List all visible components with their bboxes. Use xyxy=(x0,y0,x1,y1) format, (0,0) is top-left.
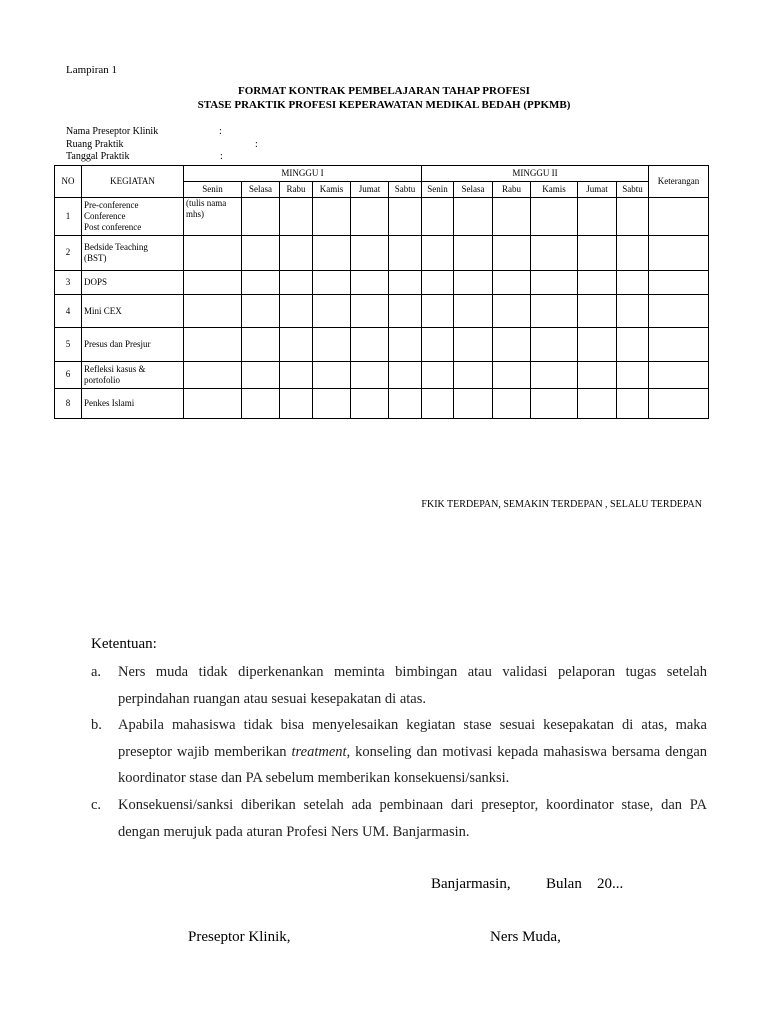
remarks-cell[interactable] xyxy=(649,270,709,295)
day-cell[interactable] xyxy=(351,389,389,419)
activity-cell xyxy=(82,270,184,295)
day-cell[interactable] xyxy=(389,327,422,361)
provision-text: Ners muda tidak diperkenankan meminta bimbingan atau validasi pelaporan tugas setelah perpindahan ruangan atau sesuai kesepakatan di atas. xyxy=(118,664,707,707)
practice-date-label: Tanggal Praktik xyxy=(66,151,130,162)
day-cell[interactable] xyxy=(351,327,389,361)
practice-date-colon: : xyxy=(220,151,223,162)
day-cell-note[interactable]: (tulis nama mhs) xyxy=(184,198,242,236)
row-number: 3 xyxy=(55,270,82,295)
activity-cell xyxy=(82,235,184,270)
day-header: Kamis xyxy=(531,182,578,198)
day-cell[interactable] xyxy=(313,198,351,236)
day-header: Jumat xyxy=(351,182,389,198)
day-cell[interactable] xyxy=(617,389,649,419)
row-number: 8 xyxy=(55,389,82,419)
day-cell[interactable] xyxy=(389,235,422,270)
day-cell[interactable] xyxy=(351,295,389,328)
table-row xyxy=(55,327,709,361)
day-cell[interactable] xyxy=(184,389,242,419)
activity-line: portofolio xyxy=(84,374,120,385)
provision-text-italic: treatment xyxy=(291,743,347,760)
day-cell[interactable] xyxy=(242,361,280,389)
provision-text-part: , konseling dan motivasi kepada mahasiswa bersama dengan koordinator stase dan PA sebelum memberikan konsekuensi/sanksi. xyxy=(118,743,708,786)
day-cell[interactable] xyxy=(493,198,531,236)
day-cell[interactable] xyxy=(454,389,493,419)
activity-cell xyxy=(82,361,184,389)
day-cell[interactable] xyxy=(184,327,242,361)
row-number: 6 xyxy=(55,361,82,389)
day-cell[interactable] xyxy=(493,270,531,295)
day-cell[interactable] xyxy=(617,270,649,295)
day-cell[interactable] xyxy=(313,361,351,389)
day-cell[interactable] xyxy=(313,235,351,270)
day-cell[interactable] xyxy=(493,235,531,270)
provision-item xyxy=(91,712,707,792)
header-keterangan: Keterangan xyxy=(649,166,709,198)
activity-line: DOPS xyxy=(84,276,108,287)
day-cell[interactable] xyxy=(531,198,578,236)
day-cell[interactable] xyxy=(280,295,313,328)
day-header: Sabtu xyxy=(617,182,649,198)
signature-place: Banjarmasin, xyxy=(431,876,511,892)
faculty-motto: FKIK TERDEPAN, SEMAKIN TERDEPAN , SELALU TERDEPAN xyxy=(421,499,702,510)
day-cell[interactable] xyxy=(578,295,617,328)
day-cell[interactable] xyxy=(422,295,454,328)
day-cell[interactable] xyxy=(617,235,649,270)
day-header: Rabu xyxy=(280,182,313,198)
row-number: 5 xyxy=(55,327,82,361)
day-cell[interactable] xyxy=(313,389,351,419)
day-cell[interactable] xyxy=(578,198,617,236)
day-cell[interactable] xyxy=(578,389,617,419)
day-cell[interactable] xyxy=(578,327,617,361)
row-number: 2 xyxy=(55,235,82,270)
day-header: Selasa xyxy=(242,182,280,198)
day-header: Senin xyxy=(422,182,454,198)
day-cell[interactable] xyxy=(531,270,578,295)
day-cell[interactable] xyxy=(493,361,531,389)
practice-room-label: Ruang Praktik xyxy=(66,139,124,150)
provision-text-part: Apabila mahasiswa tidak bisa menyelesaikan kegiatan stase sesuai kesepakatan di atas, maka preseptor wajib memberikan xyxy=(118,717,707,760)
day-cell[interactable] xyxy=(531,235,578,270)
signature-month: Bulan xyxy=(546,876,582,892)
day-cell[interactable] xyxy=(454,295,493,328)
day-cell[interactable] xyxy=(242,235,280,270)
day-cell[interactable] xyxy=(184,270,242,295)
table-row xyxy=(55,389,709,419)
preceptor-name-label: Nama Preseptor Klinik xyxy=(66,126,159,137)
day-cell[interactable] xyxy=(617,295,649,328)
provision-item xyxy=(91,659,707,712)
day-cell[interactable] xyxy=(351,198,389,236)
practice-room-colon: : xyxy=(255,139,258,150)
day-cell[interactable] xyxy=(313,270,351,295)
day-cell[interactable] xyxy=(531,295,578,328)
day-cell[interactable] xyxy=(242,270,280,295)
day-cell[interactable] xyxy=(422,327,454,361)
row-number: 1 xyxy=(55,198,82,236)
day-cell[interactable] xyxy=(493,295,531,328)
day-cell[interactable] xyxy=(242,327,280,361)
day-cell[interactable] xyxy=(280,235,313,270)
day-cell[interactable] xyxy=(531,327,578,361)
day-cell[interactable] xyxy=(389,389,422,419)
day-cell[interactable] xyxy=(422,198,454,236)
provision-text: Konsekuensi/sanksi diberikan setelah ada pembinaan dari preseptor, koordinator stase, dan PA dengan merujuk pada aturan Profesi Ners UM. Banjarmasin. xyxy=(118,797,707,840)
day-cell[interactable] xyxy=(454,235,493,270)
activity-line: Post conference xyxy=(84,221,142,232)
day-cell[interactable] xyxy=(617,361,649,389)
day-cell[interactable] xyxy=(389,361,422,389)
day-cell[interactable] xyxy=(184,235,242,270)
header-week-1: MINGGU I xyxy=(184,166,422,182)
day-cell[interactable] xyxy=(422,235,454,270)
table-row xyxy=(55,361,709,389)
remarks-cell[interactable] xyxy=(649,389,709,419)
day-cell[interactable] xyxy=(531,361,578,389)
activity-line: Presus dan Presjur xyxy=(84,338,151,349)
activity-cell xyxy=(82,198,184,236)
activity-cell xyxy=(82,295,184,328)
document-title: FORMAT KONTRAK PEMBELAJARAN TAHAP PROFESI xyxy=(238,85,530,97)
header-week-2: MINGGU II xyxy=(422,166,649,182)
day-cell[interactable] xyxy=(242,295,280,328)
header-no: NO xyxy=(55,166,82,198)
attachment-label: Lampiran 1 xyxy=(66,64,118,76)
remarks-cell[interactable] xyxy=(649,198,709,236)
activity-line: Bedside Teaching xyxy=(84,241,148,252)
document-subtitle: STASE PRAKTIK PROFESI KEPERAWATAN MEDIKAL BEDAH (PPKMB) xyxy=(197,99,571,111)
remarks-cell[interactable] xyxy=(649,295,709,328)
activity-line: Penkes Islami xyxy=(84,398,135,409)
preceptor-name-colon: : xyxy=(219,126,222,137)
day-header: Selasa xyxy=(454,182,493,198)
remarks-cell[interactable] xyxy=(649,327,709,361)
day-cell[interactable] xyxy=(184,361,242,389)
table-row xyxy=(55,235,709,270)
activity-line: Pre-conference xyxy=(84,199,139,210)
provision-letter: b. xyxy=(91,717,102,733)
day-header: Kamis xyxy=(313,182,351,198)
day-cell[interactable] xyxy=(389,270,422,295)
day-cell[interactable] xyxy=(242,198,280,236)
table-row xyxy=(55,270,709,295)
day-cell[interactable] xyxy=(280,361,313,389)
day-cell[interactable] xyxy=(351,361,389,389)
day-cell[interactable] xyxy=(313,327,351,361)
header-kegiatan: KEGIATAN xyxy=(82,166,184,198)
day-cell[interactable] xyxy=(351,235,389,270)
day-cell[interactable] xyxy=(493,389,531,419)
day-cell[interactable] xyxy=(454,198,493,236)
day-header: Jumat xyxy=(578,182,617,198)
day-cell[interactable] xyxy=(280,198,313,236)
day-cell[interactable] xyxy=(454,270,493,295)
day-cell[interactable] xyxy=(389,198,422,236)
day-cell[interactable] xyxy=(422,270,454,295)
student-signature-label: Ners Muda, xyxy=(490,929,561,945)
activity-line: Mini CEX xyxy=(84,305,122,316)
day-cell[interactable] xyxy=(454,327,493,361)
day-cell[interactable] xyxy=(389,295,422,328)
day-cell[interactable] xyxy=(242,389,280,419)
day-cell[interactable] xyxy=(454,361,493,389)
day-header: Rabu xyxy=(493,182,531,198)
provisions-heading: Ketentuan: xyxy=(91,636,157,652)
day-cell[interactable] xyxy=(280,327,313,361)
remarks-cell[interactable] xyxy=(649,361,709,389)
day-cell[interactable] xyxy=(578,270,617,295)
provision-letter: c. xyxy=(91,797,102,813)
table-row xyxy=(55,198,709,236)
provision-letter: a. xyxy=(91,664,102,680)
day-cell[interactable] xyxy=(578,361,617,389)
day-header: Senin xyxy=(184,182,242,198)
day-cell[interactable] xyxy=(493,327,531,361)
day-cell[interactable] xyxy=(184,295,242,328)
activity-cell xyxy=(82,389,184,419)
activity-line: (BST) xyxy=(84,252,107,263)
activity-line: Conference xyxy=(84,210,126,221)
day-cell[interactable] xyxy=(351,270,389,295)
day-cell[interactable] xyxy=(617,327,649,361)
day-cell[interactable] xyxy=(280,270,313,295)
preceptor-signature-label: Preseptor Klinik, xyxy=(188,929,291,945)
remarks-cell[interactable] xyxy=(649,235,709,270)
day-cell[interactable] xyxy=(578,235,617,270)
activity-cell xyxy=(82,327,184,361)
learning-contract-table xyxy=(54,165,709,419)
table-row xyxy=(55,295,709,328)
row-number: 4 xyxy=(55,295,82,328)
day-cell[interactable] xyxy=(617,198,649,236)
day-header: Sabtu xyxy=(389,182,422,198)
day-cell[interactable] xyxy=(313,295,351,328)
day-cell[interactable] xyxy=(422,389,454,419)
provision-item xyxy=(91,792,707,845)
signature-year: 20... xyxy=(597,876,624,892)
activity-line: Refleksi kasus & xyxy=(84,363,146,374)
day-cell[interactable] xyxy=(531,389,578,419)
provision-text xyxy=(118,712,707,792)
day-cell[interactable] xyxy=(422,361,454,389)
day-cell[interactable] xyxy=(280,389,313,419)
